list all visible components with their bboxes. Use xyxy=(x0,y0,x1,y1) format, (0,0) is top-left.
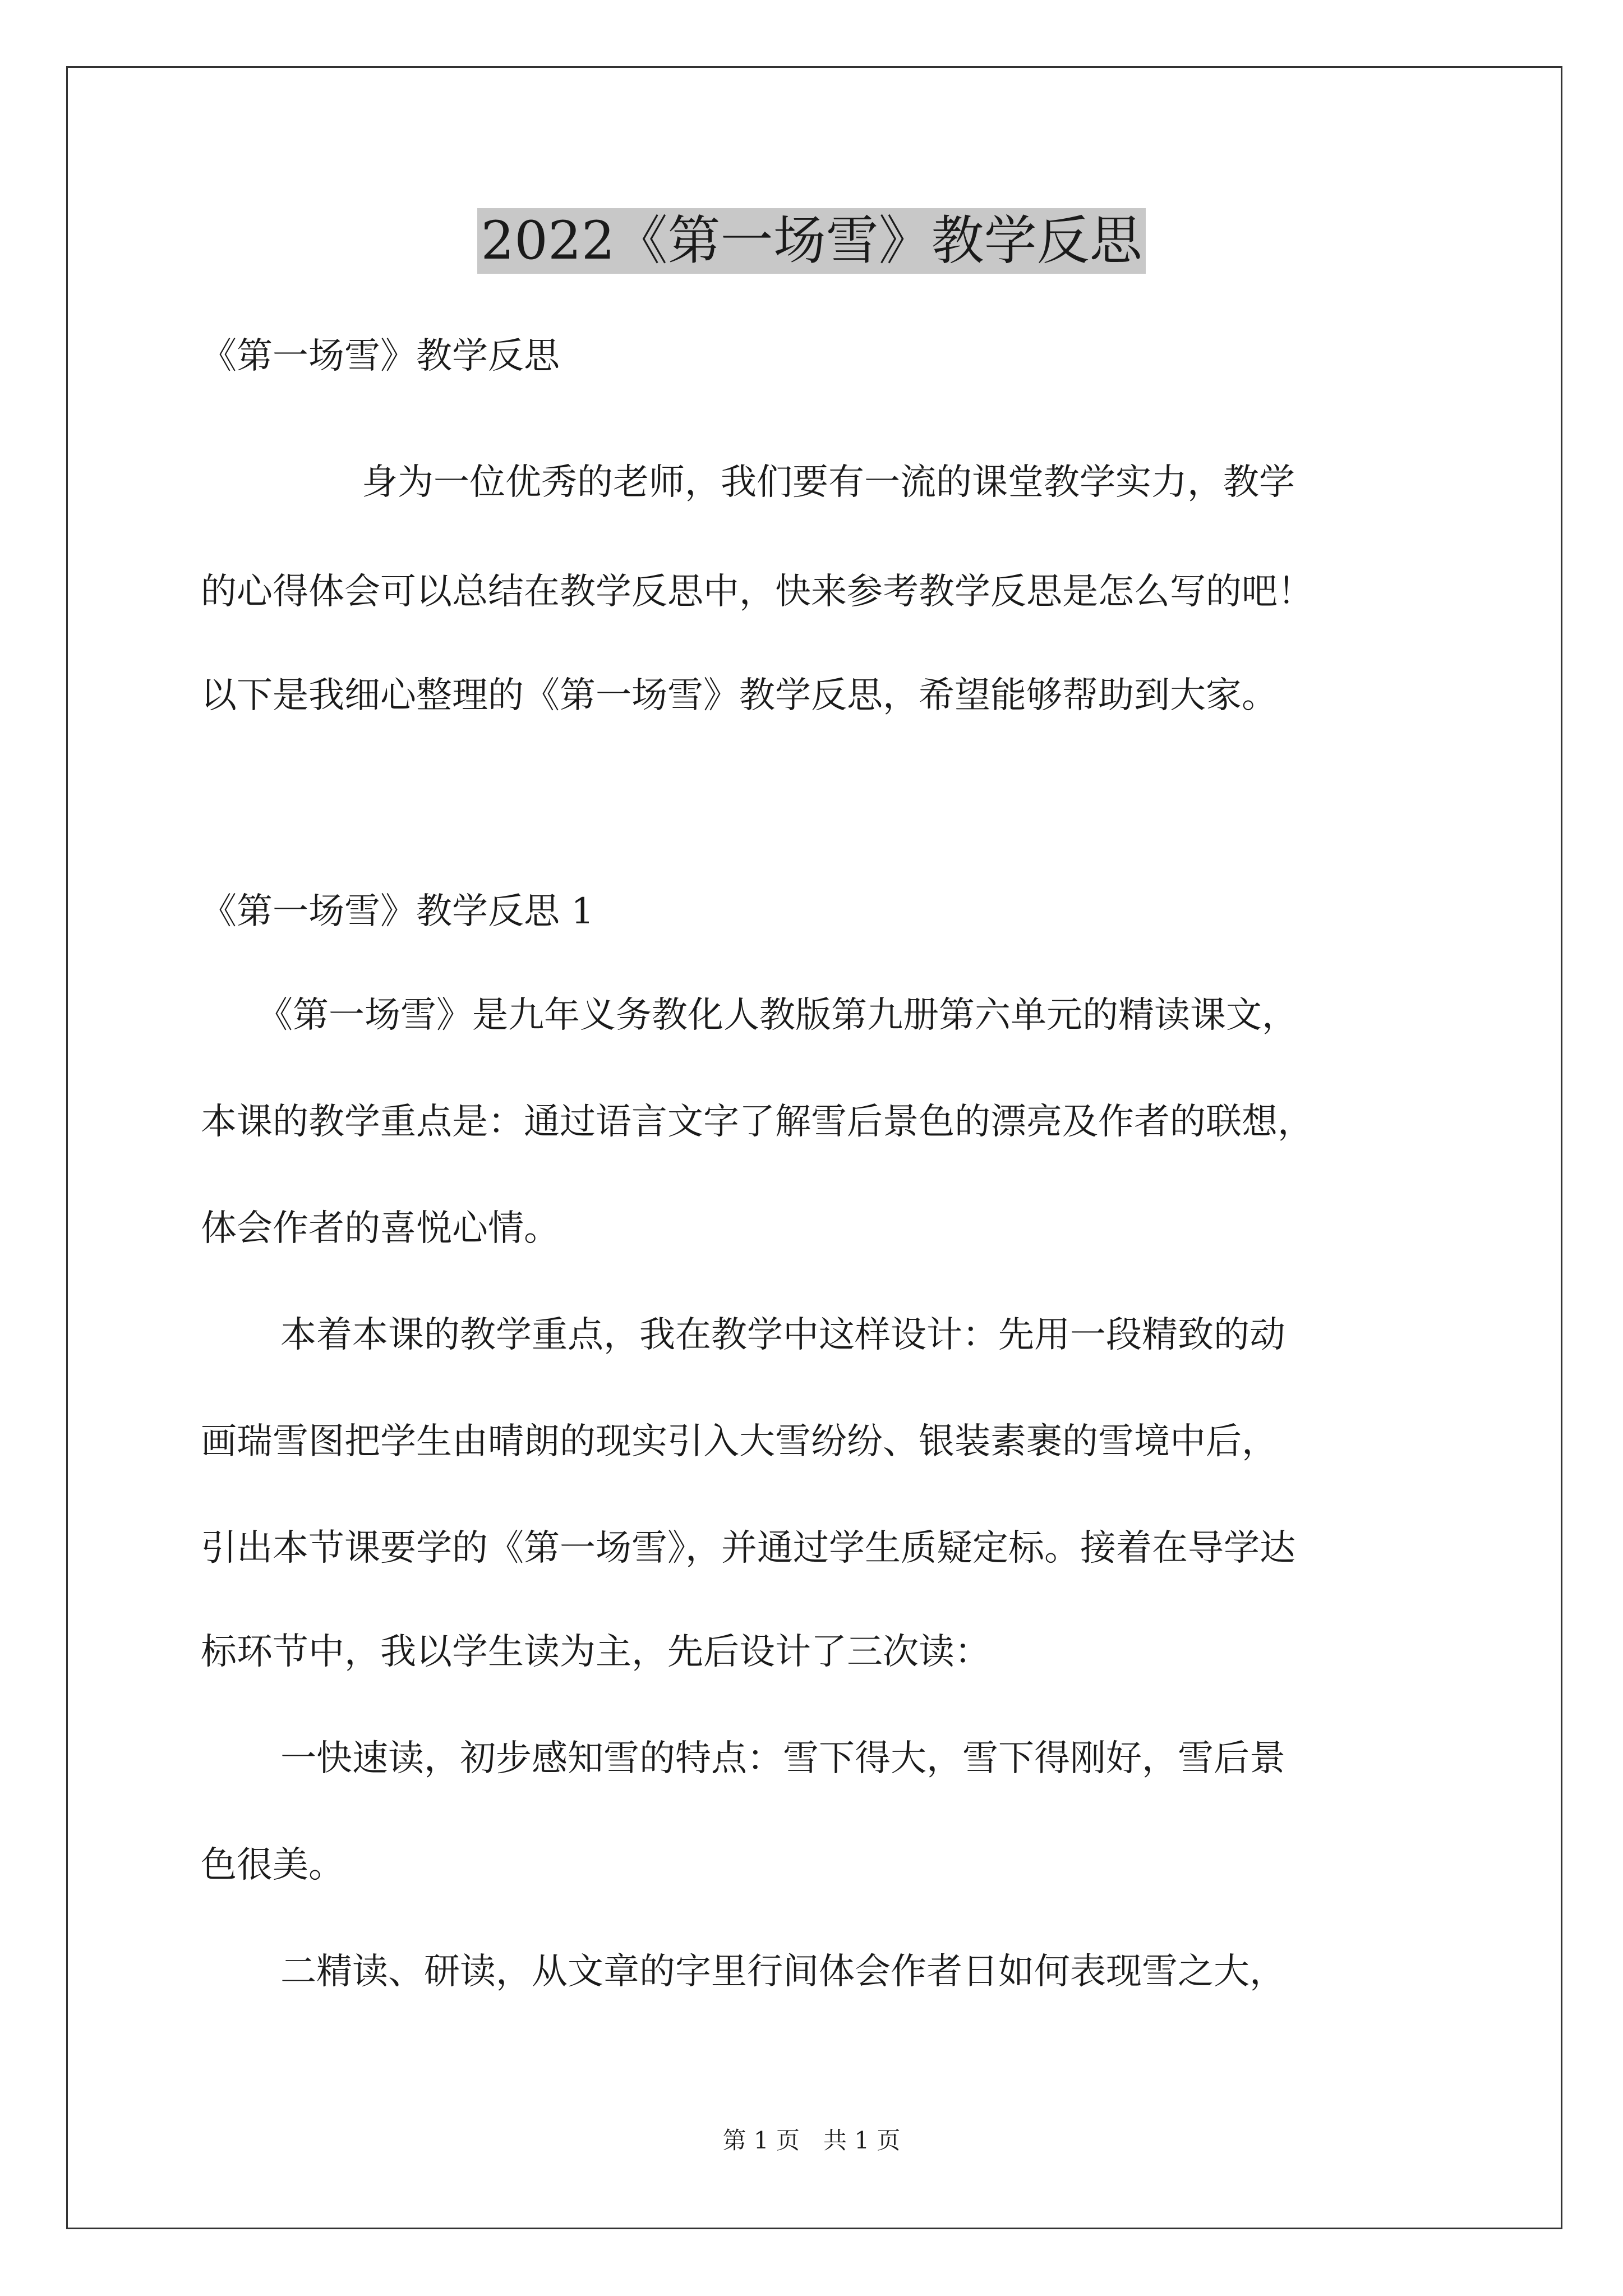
page-footer: 第 1 页 共 1 页 xyxy=(722,2127,901,2154)
paragraph-line: 体会作者的喜悦心情。 xyxy=(201,1208,560,1249)
paragraph-line: 画瑞雪图把学生由晴朗的现实引入大雪纷纷、银装素裹的雪境中后， xyxy=(201,1421,1278,1462)
paragraph-line: 以下是我细心整理的《第一场雪》教学反思，希望能够帮助到大家。 xyxy=(201,675,1278,716)
paragraph-line: 《第一场雪》是九年义务教化人教版第九册第六单元的精读课文， xyxy=(257,995,1298,1036)
title-text: 2022《第一场雪》教学反思 xyxy=(477,208,1145,274)
paragraph-line: 本课的教学重点是：通过语言文字了解雪后景色的漂亮及作者的联想， xyxy=(201,1101,1313,1143)
subtitle-line: 《第一场雪》教学反思 xyxy=(201,335,560,377)
section-heading: 《第一场雪》教学反思 1 xyxy=(201,891,594,932)
document-title xyxy=(0,199,1623,283)
paragraph-line: 引出本节课要学的《第一场雪》，并通过学生质疑定标。接着在导学达 xyxy=(201,1527,1295,1569)
paragraph-line: 色很美。 xyxy=(201,1844,344,1886)
paragraph-line: 的心得体会可以总结在教学反思中，快来参考教学反思是怎么写的吧！ xyxy=(201,571,1313,613)
paragraph-line: 二精读、研读，从文章的字里行间体会作者日如何表现雪之大， xyxy=(280,1951,1285,1993)
paragraph-line: 本着本课的教学重点，我在教学中这样设计：先用一段精致的动 xyxy=(280,1314,1285,1356)
paragraph-line: 标环节中，我以学生读为主，先后设计了三次读： xyxy=(201,1631,990,1673)
paragraph-line: 身为一位优秀的老师，我们要有一流的课堂教学实力，教学 xyxy=(362,462,1295,503)
page-border xyxy=(66,66,1562,2229)
paragraph-line: 一快速读，初步感知雪的特点：雪下得大，雪下得刚好，雪后景 xyxy=(280,1738,1285,1779)
